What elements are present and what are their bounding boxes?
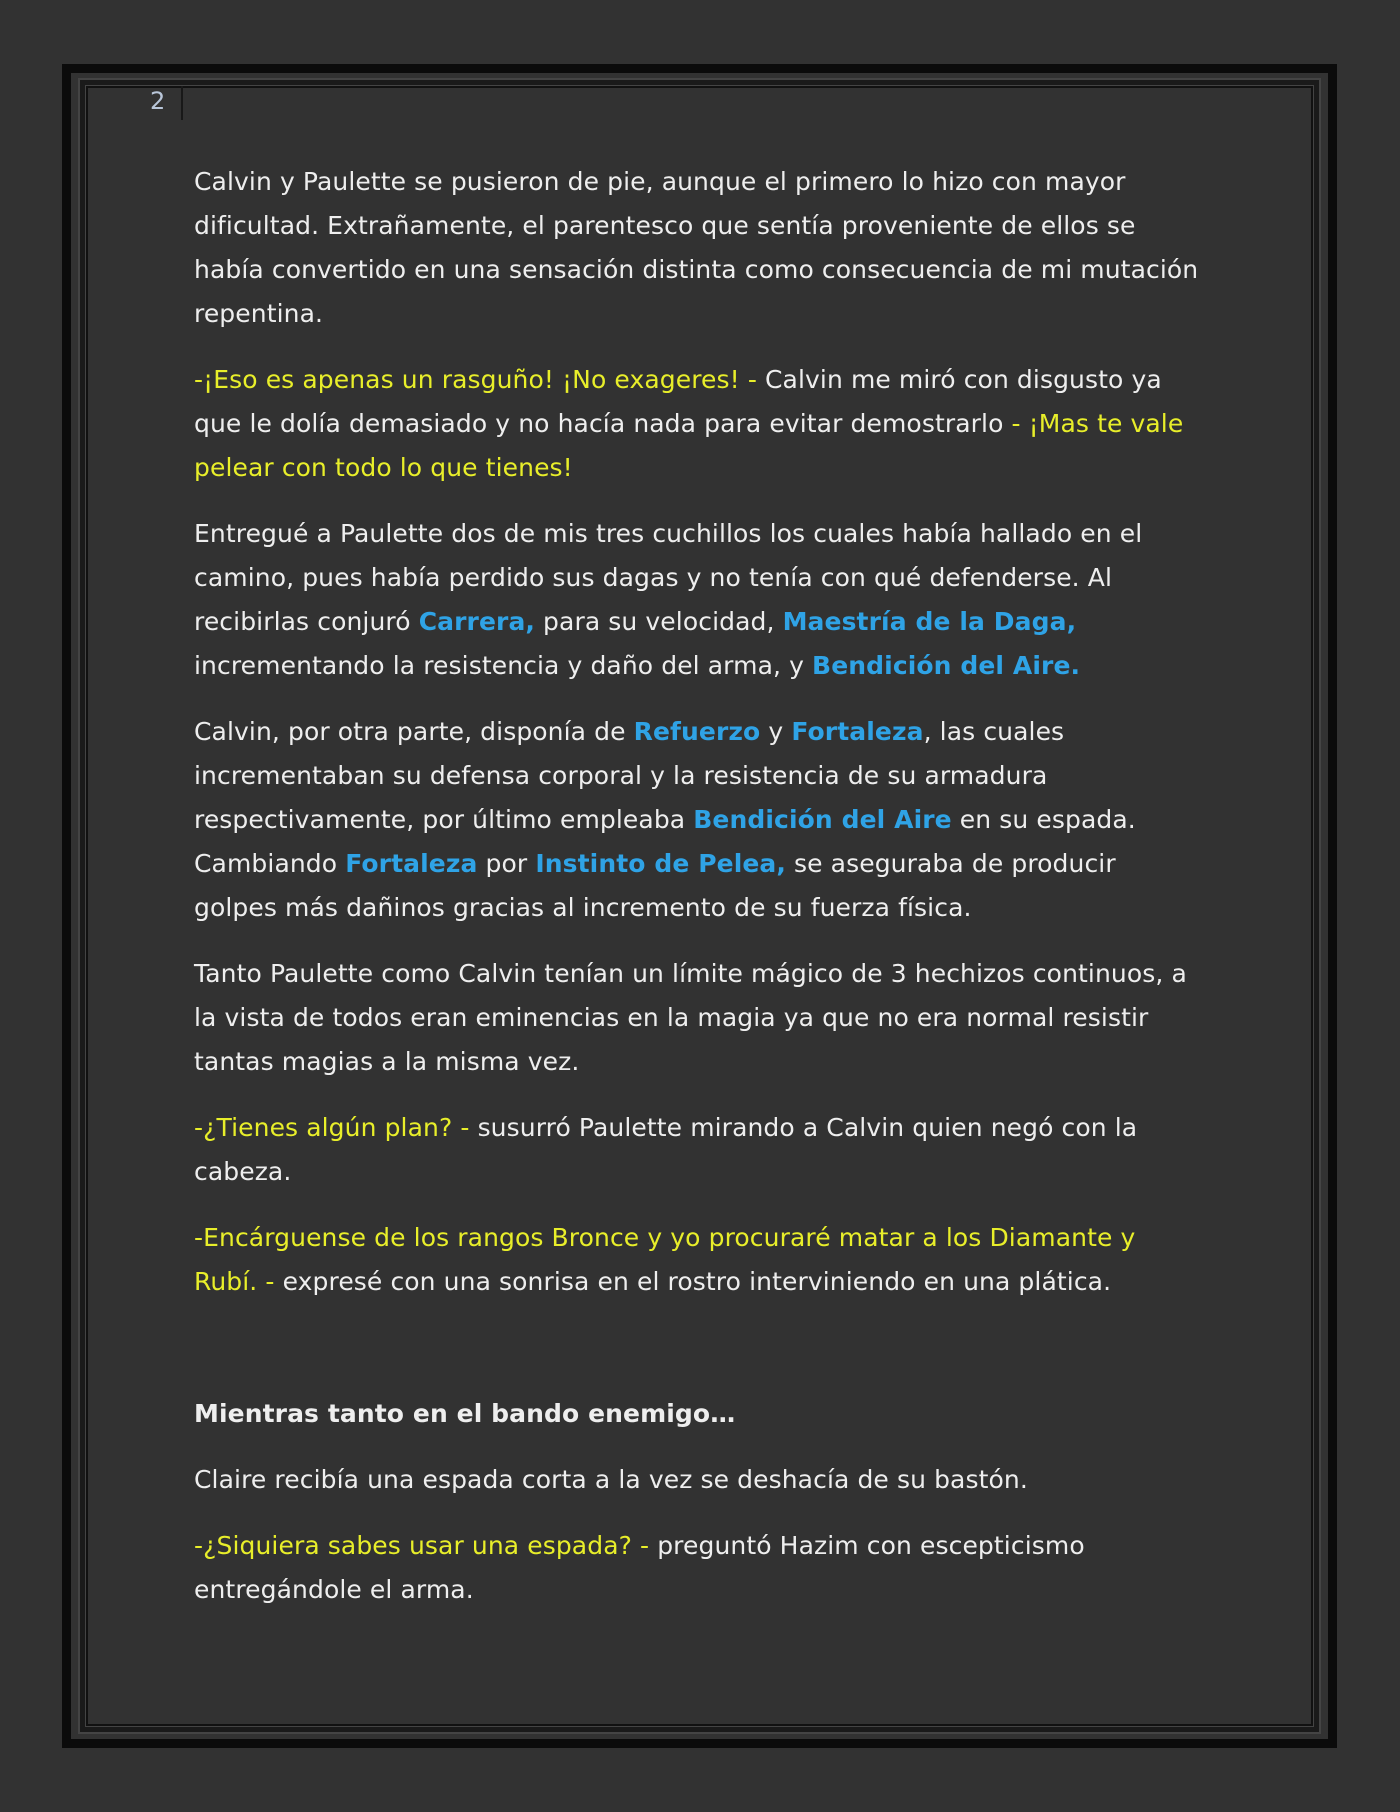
dialogue-text: -¿Tienes algún plan? -	[194, 1113, 478, 1142]
paragraph-5: Tanto Paulette como Calvin tenían un límite mágico de 3 hechizos continuos, a la vista de todos eran eminencias en la magia ya que no era normal resistir tantas magias a la misma vez.	[194, 959, 1187, 1076]
spell-name: Instinto de Pelea,	[535, 849, 786, 878]
dialogue-text: -¡Eso es apenas un rasguño! ¡No exageres! -	[194, 365, 765, 394]
section-heading: Mientras tanto en el bando enemigo…	[194, 1399, 736, 1428]
page-number-rule	[181, 86, 183, 120]
spell-name: Bendición del Aire.	[812, 651, 1081, 680]
paragraph-9	[194, 1524, 1204, 1612]
narration-text: para su velocidad,	[535, 607, 783, 636]
narration-text: por	[477, 849, 536, 878]
paragraph-6	[194, 1106, 1204, 1194]
narration-text: se aseguraba de producir golpes más dañinos gracias al incremento de su fuerza física.	[194, 849, 1116, 922]
spell-name: Fortaleza	[345, 849, 478, 878]
spell-name: Refuerzo	[633, 717, 761, 746]
dialogue-text: - ¡Mas te vale pelear con todo lo que tienes!	[194, 409, 1184, 482]
paragraph-8: Claire recibía una espada corta a la vez se deshacía de su bastón.	[194, 1465, 1028, 1494]
narration-text: preguntó Hazim con escepticismo entregándole el arma.	[194, 1531, 1085, 1604]
section-gap	[194, 1326, 1204, 1392]
spell-name: Carrera,	[418, 607, 536, 636]
narration-text: incrementando la resistencia y daño del arma, y	[194, 651, 813, 680]
narration-text: Entregué a Paulette dos de mis tres cuchillos los cuales había hallado en el camino, pues había perdido sus dagas y no tenía con qué defenderse. Al recibirlas conjuró	[194, 519, 1143, 636]
spell-name: Maestría de la Daga,	[782, 607, 1077, 636]
narration-text: Calvin me miró con disgusto ya que le dolía demasiado y no hacía nada para evitar demostrarlo	[194, 365, 1162, 438]
paragraph-1: Calvin y Paulette se pusieron de pie, aunque el primero lo hizo con mayor dificultad. Extrañamente, el parentesco que sentía proveniente de ellos se había convertido en una sensación distinta como consecuencia de mi mutación repentina.	[194, 167, 1199, 328]
dialogue-text: -¿Siquiera sabes usar una espada? -	[194, 1531, 658, 1560]
paragraph-4	[194, 710, 1204, 930]
spell-name: Fortaleza	[791, 717, 924, 746]
paragraph-2	[194, 358, 1204, 490]
narration-text: en su espada. Cambiando	[194, 805, 1136, 878]
spell-name: Bendición del Aire	[693, 805, 952, 834]
narration-text: Calvin, por otra parte, disponía de	[194, 717, 634, 746]
document-body	[194, 160, 1204, 1634]
narration-text: , las cuales incrementaban su defensa corporal y la resistencia de su armadura respectivamente, por último empleaba	[194, 717, 1065, 834]
paragraph-3	[194, 512, 1204, 688]
dialogue-text: -Encárguense de los rangos Bronce y yo procuraré matar a los Diamante y Rubí. -	[194, 1223, 1136, 1296]
page-number: 2	[150, 87, 166, 115]
paragraph-7	[194, 1216, 1204, 1304]
narration-text: expresé con una sonrisa en el rostro interviniendo en una plática.	[282, 1267, 1112, 1296]
narration-text: y	[760, 717, 792, 746]
narration-text: susurró Paulette mirando a Calvin quien negó con la cabeza.	[194, 1113, 1138, 1186]
